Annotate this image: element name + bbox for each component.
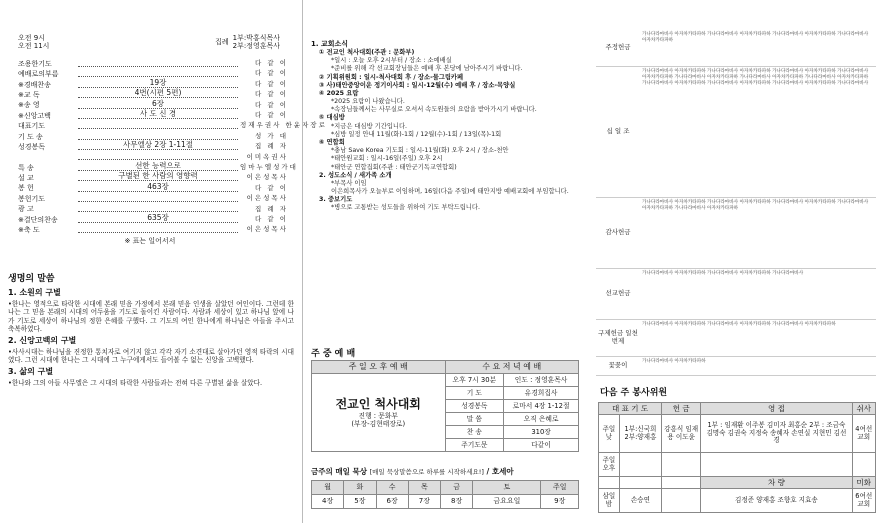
news-item [311, 114, 587, 139]
news-item [311, 172, 587, 197]
offering-column [596, 0, 880, 523]
order-leader-dots [78, 71, 238, 77]
order-label: 특 송 [18, 163, 34, 172]
news-item-title: ③ 사)태안중앙이운 정기이사회 : 일시-12월(수) 예배 후 / 장소-목양실 [319, 81, 516, 89]
order-label: 대표기도 [18, 122, 46, 131]
order-right: 정재우권사 한윤자장로 [240, 121, 327, 130]
sermon-section [8, 274, 294, 387]
sermon-body-2: •사사시대는 하나님을 진정한 통치자로 여기지 않고 각각 자기 소견대로 살아가던 영적 타락의 시대였다. 그런 시대에 한나는 그 시대에 그 누구에게서도 들어볼 수 없는 신앙을 고백했다. [8, 347, 294, 365]
news-item-detail: *심방 일정 안내 11월(화)-1회 / 12월(수)-1회 / 13일(목)-1회 [331, 130, 502, 138]
devotion-day: 월 [312, 481, 344, 495]
volunteer-meal: 6여선교회 [852, 489, 875, 513]
order-label: ※교 독 [18, 90, 40, 99]
car-label: 차 량 [701, 477, 852, 489]
service-time-2: 오전 11시 [18, 42, 50, 51]
order-center: 6장 [149, 99, 167, 108]
order-right: 다 같 이 [255, 79, 288, 88]
leader-2: 2부:정영훈목사 [232, 42, 280, 51]
news-title: 1. 교회소식 [311, 40, 349, 48]
order-leader-dots [78, 160, 238, 171]
volunteer-header: 대 표 기 도 [599, 403, 662, 415]
news-item-title: ⑤ 대심방 [319, 114, 345, 122]
devotion-day: 수 [376, 481, 408, 495]
leader-label: 집례 [215, 38, 229, 47]
news-item-detail: *병으로 고통받는 성도들을 위하여 기도 부탁드립니다. [331, 204, 480, 212]
evening-row-label: 주기도문 [445, 439, 504, 452]
news-item-detail: *충남 Save Korea 기도회 : 일시-11월(화) 오후 2시 / 장소-천안 [331, 147, 509, 155]
event-line-1: 진행 : 문화부 [358, 411, 398, 420]
devotion-book: / 호세아 [486, 467, 514, 476]
volunteer-title: 다음 주 봉사위원 [600, 388, 668, 398]
order-right: 집 례 자 [255, 204, 288, 213]
offering-prayer-list [596, 30, 876, 370]
order-center: 사무엘상 2장 1-11절 [120, 140, 196, 149]
order-row [0, 183, 300, 193]
evening-leader: 인도 : 정영훈목사 [504, 374, 579, 387]
volunteer-offering [662, 453, 701, 477]
evening-row-label: 찬 송 [445, 426, 504, 439]
news-item-title: ② 기획위원회 : 일시-척사대회 후 / 장소-물그림카페 [319, 73, 464, 81]
order-right: 다 같 이 [255, 100, 288, 109]
event-title: 전교인 척사대회 [335, 397, 421, 412]
evening-row-value: 310장 [504, 426, 579, 439]
news-item [311, 196, 587, 212]
news-item-title: 2. 성도소식 / 새가족 소개 [319, 171, 392, 179]
offering-names: 가나다라마바사 아자차카타파하 [642, 359, 706, 364]
weekday-service-title: 주 중 예 배 [311, 349, 356, 359]
leader-1: 1부:박홍식목사 [232, 34, 280, 42]
devotion-day: 목 [408, 481, 440, 495]
offering-names: 가나다라마바사 아자차카타파하 가나다라마바사 아자차카타파하 가나다라마바사 아자차카타파하 가나다라마바사 아자차카타파하 가나다라마바사 아자차카타파하 가나다라마바사 아자차카타파하 가나다라마바사 아자차카타파하 가나다라마바사 아자차카타파하 가나다라마바사 아자차카타파하 가나다라마바사 아자차카타파하 가나다라마바사 [642, 69, 869, 87]
event-cell [312, 374, 446, 452]
volunteer-header: 쉬사 [852, 403, 875, 415]
order-center: 635장 [144, 213, 172, 222]
news-item-detail: *태안군 연합집회(주관 : 태안군기독교연합회) [331, 163, 457, 171]
offering-row [596, 357, 876, 376]
church-news [303, 0, 593, 213]
news-item-detail: *부목사 이임 [331, 179, 367, 187]
devotion-table [311, 480, 579, 509]
news-item-detail: *일시 : 오늘 오후 2시부터 / 장소 : 소예배실 [331, 57, 452, 65]
offering-label: 주정헌금 [605, 43, 631, 52]
news-item-title: ① 전교인 척사대회(주관 : 문화부) [319, 49, 415, 57]
evening-time: 오후 7시 30분 [445, 374, 504, 387]
order-label: 성경봉독 [18, 142, 46, 151]
devotion-chapter: 7장 [408, 495, 440, 509]
volunteer-offering: 강흥식 임재용 이도윤 [662, 415, 701, 453]
devotion-chapter: 5장 [344, 495, 376, 509]
order-leader-dots [78, 206, 238, 212]
volunteer-header: 영 접 [701, 403, 852, 415]
offering-row [596, 67, 876, 198]
sermon-heading-3: 3. 삶의 구별 [8, 366, 54, 376]
order-right: 집 례 자 [255, 142, 288, 151]
evening-row-value: 유경희집사 [504, 387, 579, 400]
order-center: 선한 능력으로 [132, 161, 184, 170]
volunteer-header: 헌 금 [662, 403, 701, 415]
order-row [0, 194, 300, 204]
order-leader-dots [78, 196, 238, 202]
evening-service-table [311, 360, 579, 452]
sermon-body-1: •한나는 영적으로 타락한 시대에 본래 믿음 가정에서 본래 믿음 인생을 살았던 여인이다. 그런데 한나는 그 믿음 본래의 시대의 어두움을 기도로 돌이킨 사람이다. 사람과 세상이 있고 하나님 앞에 나가 기도로 세상이 하나님의 정한 은혜를 구했다. 그 기도의 여인 한나에게 하나님은 아들을 주시고 축복하였다. [8, 299, 294, 334]
offering-names: 가나다라마바사 아자차카타파하 가나다라마바사 아자차카타파하 가나다라마바사 아자차카타파하 [642, 322, 836, 327]
order-row [0, 108, 300, 121]
service-leaders [215, 34, 280, 51]
order-row [0, 142, 300, 152]
order-leader-dots [78, 140, 238, 150]
volunteer-welcome: 1부 : 임재환 이주봉 김미자 최홍순 2부 : 조금숙 김명숙 김권숙 지정숙 송혜자 손연실 지현민 김선경 [701, 415, 852, 453]
order-label: ※경배찬송 [18, 80, 51, 89]
devotion-chapter: 4장 [312, 495, 344, 509]
offering-row [596, 198, 876, 269]
order-leader-dots [78, 134, 238, 140]
news-item [311, 74, 587, 82]
order-right: 이은성목사 [246, 173, 288, 182]
order-center: 사 도 신 경 [137, 109, 179, 118]
order-leader-dots [78, 212, 238, 223]
sunday-afternoon-header: 주 일 오 후 예 배 [312, 361, 446, 374]
offering-names: 가나다라마바사 아자차카타파하 가나다라마바사 아자차카타파하 가나다라마바사 아자차카타파하 가나다라마바사 아자차카타파하 [642, 32, 869, 44]
news-item-detail: *준비를 위해 각 선교회장님들은 예배 후 본당에 남아주시기 바랍니다. [331, 65, 523, 73]
offering-label: 십 일 조 [606, 127, 630, 136]
wednesday-evening-header: 수 요 저 녁 예 배 [445, 361, 579, 374]
order-center: 구별된 한 사람의 영향력 [115, 171, 201, 180]
order-label: 예배로의부름 [18, 70, 59, 79]
news-item-detail: 이은희목사가 오늘부로 이임하며, 16일(다음 주일)에 태안지방 예배교회에 부임합니다. [331, 188, 569, 196]
volunteer-service: 삼일 밤 [599, 489, 620, 513]
volunteer-service: 주일 낮 [599, 415, 620, 453]
offering-row [596, 269, 876, 320]
news-item-detail: *태안원교회 : 일시-16일(주일) 오후 2시 [331, 155, 443, 163]
order-right: 다 같 이 [255, 214, 288, 223]
service-header [0, 0, 300, 51]
devotion-chapter: 8장 [441, 495, 473, 509]
order-leader-dots [78, 61, 238, 67]
order-label: 봉 헌 [18, 184, 34, 193]
devotion-chapter: 9장 [541, 495, 579, 509]
order-row [0, 225, 300, 235]
news-item-title: ⑥ 연합회 [319, 138, 345, 146]
devotion-day: 토 [473, 481, 541, 495]
service-times [18, 34, 49, 51]
devotion-day: 금 [441, 481, 473, 495]
standing-note: ※ 표는 일어서서 [124, 237, 176, 246]
evening-row-label: 말 씀 [445, 413, 504, 426]
order-leader-dots [78, 227, 238, 233]
volunteer-service: 주일오후 [599, 453, 620, 477]
devotion-day: 화 [344, 481, 376, 495]
volunteer-prayer [619, 453, 661, 477]
order-right: 다 같 이 [255, 111, 288, 120]
news-item-title: ④ 2025 요람 [319, 89, 359, 97]
order-leader-dots [78, 77, 238, 88]
service-time-1: 오전 9시 [18, 34, 45, 42]
order-right: 성 가 대 [255, 131, 288, 140]
evening-row-label: 성경봉독 [445, 400, 504, 413]
news-item [311, 90, 587, 115]
evening-row-value: 오직 은혜로 [504, 413, 579, 426]
offering-label: 감사헌금 [605, 228, 631, 237]
order-label: 광 고 [18, 205, 34, 214]
order-leader-dots [78, 98, 238, 109]
order-leader-dots [78, 154, 238, 160]
volunteer-prayer: 손승연 [619, 489, 661, 513]
volunteer-table [598, 402, 876, 513]
order-label: 기 도 송 [18, 132, 43, 141]
order-row [0, 121, 327, 131]
sermon-heading-2: 2. 신앙고백의 구별 [8, 335, 77, 345]
devotion-subtitle: [매일 묵상말씀으로 하루를 시작하세요!] [369, 468, 484, 476]
order-right: 이미옥권사 [246, 152, 288, 161]
order-leader-dots [78, 181, 238, 192]
order-center: 463장 [144, 182, 172, 191]
offering-row [596, 320, 876, 357]
news-item-detail: *2025 요람이 나왔습니다. [331, 98, 405, 106]
volunteer-meal: 4여선교회 [852, 415, 875, 453]
volunteer-welcome: 김정준 양재홍 조향호 지효송 [701, 489, 852, 513]
offering-row [596, 30, 876, 67]
news-item-title: 3. 중보기도 [319, 196, 353, 204]
offering-label: 구제헌금 일천번제 [598, 329, 638, 345]
order-right: 이은성목사 [246, 194, 288, 203]
order-leader-dots [78, 108, 238, 119]
volunteer-meal [852, 453, 875, 477]
offering-names: 가나다라마바사 아자차카타파하 가나다라마바사 아자차카타파하 가나다라마바사 아자차카타파하 가나다라마바사 아자차카타파하 가나다라마바사 아자차카타파하 [642, 200, 869, 212]
news-column [302, 0, 593, 523]
sermon-heading-1: 1. 소원의 구별 [8, 287, 61, 297]
beauty-label: 미화 [852, 477, 875, 489]
volunteer-prayer: 1부:신국희 2부:양재홍 [619, 415, 661, 453]
devotion-title-text: 금주의 매일 묵상 [311, 467, 367, 476]
order-of-worship [0, 59, 327, 236]
order-row [0, 212, 300, 225]
order-row [0, 59, 300, 69]
order-label: ※축 도 [18, 226, 40, 235]
volunteer-welcome [701, 453, 852, 477]
order-right: 이은성목사 [246, 225, 288, 234]
order-label: ※신앙고백 [18, 111, 51, 120]
sermon-body-3: •한나와 그의 아들 사무엘은 그 시대의 타락한 사람들과는 전혀 다른 구별된 삶을 살았다. [8, 378, 263, 387]
offering-label: 꽃꽂이 [608, 361, 628, 370]
news-item-detail: *지금은 대심방 기간입니다. [331, 122, 408, 130]
order-right: 다 같 이 [255, 90, 288, 99]
order-label: ※송 영 [18, 101, 40, 110]
service-column [0, 0, 327, 523]
news-item [311, 49, 587, 74]
order-leader-dots [78, 171, 238, 181]
sermon-title: 생명의 말씀 [8, 274, 55, 284]
evening-row-value: 다같이 [504, 439, 579, 452]
order-label: 설 교 [18, 174, 34, 183]
order-leader-dots [78, 123, 238, 129]
order-right: 다 같 이 [255, 183, 288, 192]
order-label: 봉헌기도 [18, 194, 46, 203]
offering-names: 가나다라마바사 아자차카타파하 가나다라마바사 아자차카타파하 가나다라마바사 [642, 271, 804, 276]
order-right: 임마누엘성가대 [240, 162, 298, 171]
order-center: 4번(시편 5편) [132, 88, 185, 97]
order-leader-dots [78, 88, 238, 98]
news-item-detail: *속장님들께서는 사무실로 오셔서 속도원들의 요람을 받아가시기 바랍니다. [331, 106, 537, 114]
volunteer-offering [662, 489, 701, 513]
order-center: 19장 [147, 78, 170, 87]
devotion-chapter: 6장 [376, 495, 408, 509]
order-right: 다 같 이 [255, 59, 288, 68]
order-right: 다 같 이 [255, 69, 288, 78]
news-item [311, 82, 587, 90]
order-label: 조용한기도 [18, 59, 52, 68]
offering-label: 선교헌금 [605, 289, 631, 298]
devotion-day: 주일 [541, 481, 579, 495]
daily-devotion-title [311, 467, 514, 477]
evening-row-label: 기 도 [445, 387, 504, 400]
evening-row-value: 로마서 4장 1-12절 [504, 400, 579, 413]
news-item [311, 139, 587, 172]
order-label: ※결단의찬송 [18, 215, 58, 224]
devotion-chapter: 금요요일 [473, 495, 541, 509]
event-line-2: (부장-김현태장로) [351, 419, 406, 428]
